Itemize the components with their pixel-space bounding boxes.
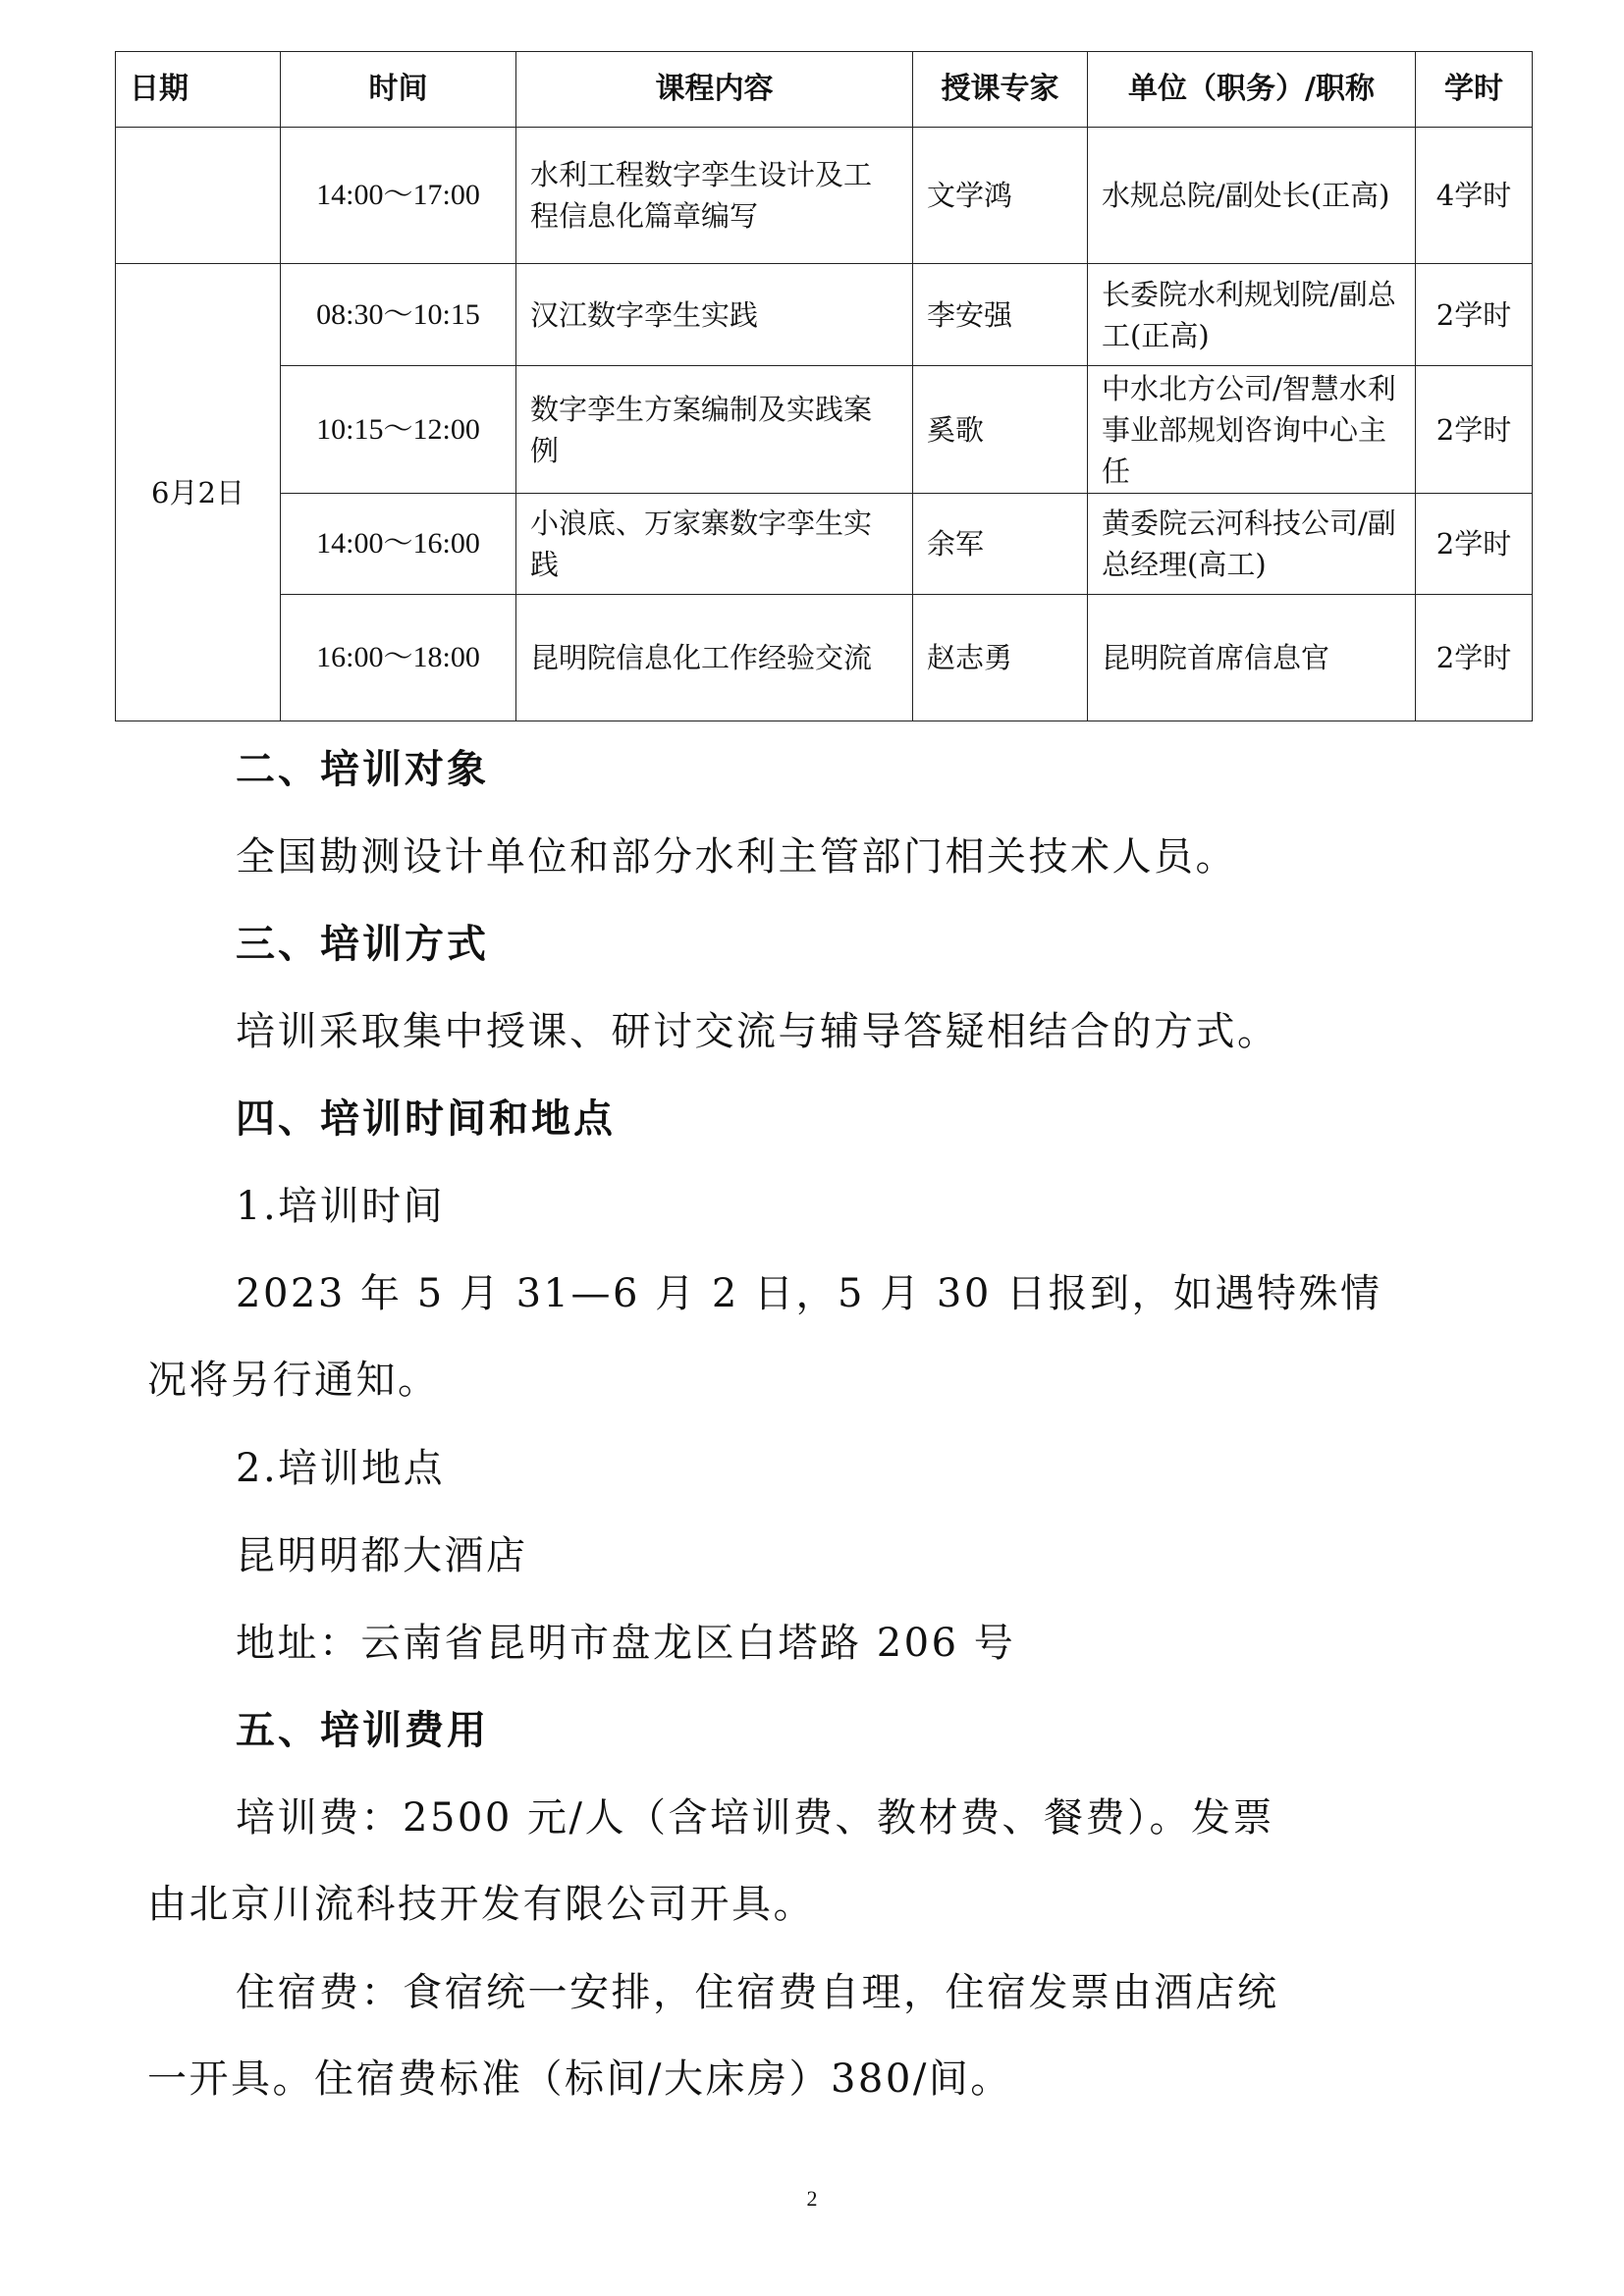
training-fee-paragraph [147,1792,1512,1930]
course-cell: 小浪底、万家寨数字孪生实践 [516,494,913,595]
hours-cell: 2学时 [1416,264,1533,366]
section-heading-trainees: 二、培训对象 [236,747,489,792]
hours-cell: 2学时 [1416,366,1533,494]
course-cell: 水利工程数字孪生设计及工程信息化篇章编写 [516,128,913,264]
header-unit: 单位（职务）/职称 [1088,52,1416,128]
expert-cell: 文学鸿 [913,128,1088,264]
hours-cell: 4学时 [1416,128,1533,264]
subheading-time: 1.培训时间 [236,1184,446,1229]
expert-cell: 赵志勇 [913,595,1088,721]
time-cell: 16:00～18:00 [281,595,516,721]
unit-cell: 昆明院首席信息官 [1088,595,1416,721]
table-row [116,128,1533,264]
place-text: 昆明明都大酒店 [236,1533,528,1578]
unit-cell: 长委院水利规划院/副总工(正高) [1088,264,1416,366]
unit-cell: 中水北方公司/智慧水利事业部规划咨询中心主任 [1088,366,1416,494]
header-course: 课程内容 [516,52,913,128]
date-cell [116,128,281,264]
course-cell: 昆明院信息化工作经验交流 [516,595,913,721]
lodging-paragraph-line: 一开具。住宿费标准（标间/大床房）380/间。 [147,2056,1012,2102]
table-row [116,494,1533,595]
table-row [116,264,1533,366]
section-heading-fees: 五、培训费用 [236,1708,489,1753]
course-cell: 汉江数字孪生实践 [516,264,913,366]
table-header-row [116,52,1533,128]
method-text: 培训采取集中授课、研讨交流与辅导答疑相结合的方式。 [236,1009,1279,1054]
table-row [116,595,1533,721]
expert-cell: 奚歌 [913,366,1088,494]
table-row [116,366,1533,494]
unit-cell: 黄委院云河科技公司/副总经理(高工) [1088,494,1416,595]
time-cell: 14:00～16:00 [281,494,516,595]
expert-cell: 李安强 [913,264,1088,366]
lodging-fee-paragraph [147,1967,1512,2105]
section-heading-method: 三、培训方式 [236,922,489,967]
header-time: 时间 [281,52,516,128]
address-text: 地址：云南省昆明市盘龙区白塔路 206 号 [236,1621,1016,1666]
course-cell: 数字孪生方案编制及实践案例 [516,366,913,494]
section-heading-time-place: 四、培训时间和地点 [236,1096,616,1142]
fee-paragraph-line: 由北京川流科技开发有限公司开具。 [147,1882,815,1927]
header-hours: 学时 [1416,52,1533,128]
time-cell: 08:30～10:15 [281,264,516,366]
subheading-place: 2.培训地点 [236,1446,446,1491]
unit-cell: 水规总院/副处长(正高) [1088,128,1416,264]
hours-cell: 2学时 [1416,494,1533,595]
time-cell: 14:00～17:00 [281,128,516,264]
time-paragraph-line: 2023 年 5 月 31—6 月 2 日，5 月 30 日报到，如遇特殊情 [236,1271,1382,1316]
schedule-table [115,51,1533,721]
time-cell: 10:15～12:00 [281,366,516,494]
header-date: 日期 [116,52,281,128]
header-expert: 授课专家 [913,52,1088,128]
trainees-text: 全国勘测设计单位和部分水利主管部门相关技术人员。 [236,834,1237,880]
expert-cell: 余军 [913,494,1088,595]
date-cell: 6月2日 [116,264,281,721]
hours-cell: 2学时 [1416,595,1533,721]
lodging-paragraph-line: 住宿费：食宿统一安排，住宿费自理，住宿发票由酒店统 [236,1970,1279,2015]
time-paragraph [147,1268,1512,1406]
fee-paragraph-line: 培训费：2500 元/人（含培训费、教材费、餐费）。发票 [236,1795,1274,1841]
page-number: 2 [806,2186,818,2211]
time-paragraph-line: 况将另行通知。 [147,1358,440,1403]
